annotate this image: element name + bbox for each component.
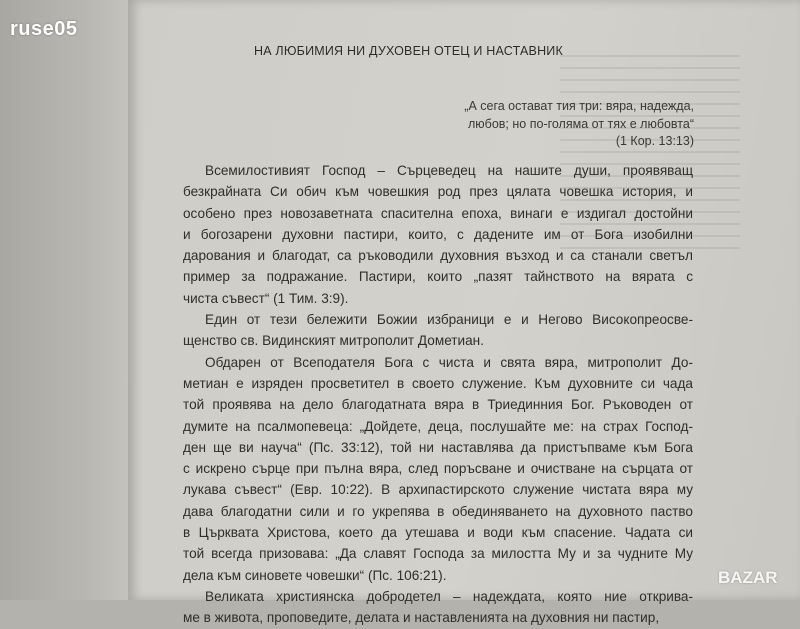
epigraph-line: любов; но по-голяма от тях е любовта“ [468, 116, 694, 131]
text-line: дава благодатни сили и го укрепява в обединяването на духовното паство [183, 503, 693, 519]
page-heading: НА ЛЮБИМИЯ НИ ДУХОВЕН ОТЕЦ И НАСТАВНИК [254, 44, 563, 58]
left-page [0, 0, 128, 600]
epigraph-reference: (1 Кор. 13:13) [615, 134, 694, 148]
text-line: той всегда призовава: „Да славят Господа за милостта Му и за чудните Му [183, 546, 693, 562]
text-line: чиста съвест“ (1 Тим. 3:9). [183, 290, 349, 306]
paragraph [183, 160, 693, 309]
text-line: Всемилостивият Господ – Сърцеведец на нашите души, проявяващ [205, 163, 693, 178]
text-line: с искрено сърце при пълна вяра, след поръсване и очистване на сърцата от [183, 461, 693, 477]
text-line: думите на псалмопевеца: „Дойдете, деца, послушайте ме: на страх Господ- [183, 418, 693, 434]
text-line: лукава съвест“ (Евр. 10:22). В архипастирското служение чистата вяра му [183, 482, 693, 498]
text-line: той проявява на дело благодатната вяра в Триединния Бог. Ръководен от [183, 397, 693, 413]
watermark: ruse05 [10, 18, 78, 40]
text-line: дела към синовете човешки“ (Пс. 106:21). [183, 567, 447, 583]
paragraph [183, 309, 693, 352]
text-line: особено през новозаветната спасителна епоха, винаги е издигал достойни [183, 205, 693, 221]
text-line: в Църквата Христова, което да утешава и води към спасение. Чадата си [183, 525, 693, 541]
text-line: щенство св. Видинският митрополит Дометиан. [183, 333, 484, 349]
text-line: Обдарен от Всеподателя Бога с чиста и свята вяра, митрополит До- [205, 354, 693, 370]
body-text [183, 160, 693, 629]
text-line: ме в живота, проповедите, делата и наставленията на духовния ни пастир, [183, 610, 660, 626]
text-line: ден ще ви науча“ (Пс. 33:12), той ни наставлява да пристъпваме към Бога [183, 439, 693, 455]
epigraph [330, 98, 694, 151]
epigraph-line: „А сега остават тия три: вяра, надежда, [464, 99, 694, 113]
paragraph [183, 586, 693, 629]
text-line: Един от тези бележити Божии избраници е и Негово Високопреосве- [205, 312, 693, 328]
text-line: метиан е изряден просветител в своето служение. Към духовните си чада [183, 375, 693, 391]
site-logo: BAZAR [718, 568, 778, 587]
text-line: Великата християнска добродетел – надеждата, която ние открива- [205, 588, 693, 604]
text-line: безкрайната Си обич към човешкия род през цялата човешка история, и [183, 184, 693, 200]
text-line: пример за подражание. Пастири, които „пазят тайнството на вярата с [183, 269, 693, 285]
text-line: дарования и благодат, са ръководили духовния възход и са станали светъл [183, 248, 693, 264]
paragraph [183, 352, 693, 586]
text-line: и богозарени духовни пастири, които, с дадените им от Бога изобилни [183, 226, 693, 242]
